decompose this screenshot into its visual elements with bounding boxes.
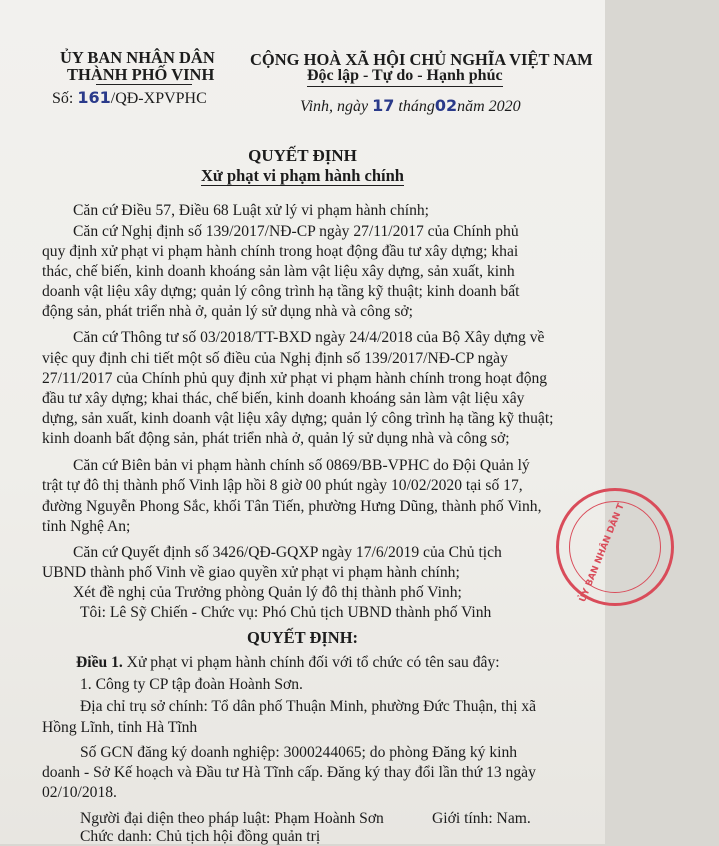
preamble-line: Căn cứ Nghị định số 139/2017/NĐ-CP ngày 27/11/2017 của Chính phủ xyxy=(73,223,519,240)
document-title: QUYẾT ĐỊNH xyxy=(248,146,357,165)
preamble-line: kinh doanh bất động sản, phát triển nhà ở, quản lý sử dụng nhà và công sở; xyxy=(42,430,510,447)
preamble-line: 27/11/2017 của Chính phủ quy định xử phạt vi phạm hành chính trong hoạt động xyxy=(42,370,548,387)
registration-info: doanh - Sở Kế hoạch và Đầu tư Hà Tĩnh cấp. Đăng ký thay đổi lần thứ 13 ngày xyxy=(42,764,536,781)
preamble-line: Tôi: Lê Sỹ Chiến - Chức vụ: Phó Chủ tịch UBND thành phố Vinh xyxy=(80,604,492,621)
article-1-text: Xử phạt vi phạm hành chính đối với tổ chức có tên sau đây: xyxy=(122,654,500,671)
preamble-line: đường Nguyễn Phong Sắc, khối Tân Tiến, phường Hưng Dũng, thành phố Vinh, xyxy=(42,498,542,515)
nation-title: CỘNG HOÀ XÃ HỘI CHỦ NGHĨA VIỆT NAM xyxy=(250,50,593,69)
nation-motto: Độc lập - Tự do - Hạnh phúc xyxy=(307,67,503,84)
date-year: năm 2020 xyxy=(457,98,521,115)
preamble-line: việc quy định chi tiết một số điều của Nghị định số 139/2017/NĐ-CP ngày xyxy=(42,350,508,367)
org-name-line2: THÀNH PHỐ VINH xyxy=(67,65,215,84)
preamble-line: thác, chế biến, kinh doanh khoáng sản làm vật liệu xây dựng, sản xuất, kinh xyxy=(42,263,515,280)
organization-address: Địa chỉ trụ sở chính: Tổ dân phố Thuận Minh, phường Đức Thuận, thị xã xyxy=(80,698,537,715)
preamble-line: tỉnh Nghệ An; xyxy=(42,518,131,535)
legal-representative: Người đại diện theo pháp luật: Phạm Hoành Sơn xyxy=(80,810,384,827)
preamble-line: đầu tư xây dựng; khai thác, chế biến, kinh doanh khoáng sản làm vật liệu xây xyxy=(42,390,525,407)
preamble-line: Căn cứ Thông tư số 03/2018/TT-BXD ngày 24/4/2018 của Bộ Xây dựng về xyxy=(73,329,545,346)
motto-underline xyxy=(307,86,503,87)
org-name-line1: ỦY BAN NHÂN DÂN xyxy=(60,48,215,67)
date-day-handwritten: 17 xyxy=(372,96,395,115)
organization-name: 1. Công ty CP tập đoàn Hoành Sơn. xyxy=(80,676,303,693)
preamble-line: Căn cứ Quyết định số 3426/QĐ-GQXP ngày 17/6/2019 của Chủ tịch xyxy=(73,544,502,561)
registration-info: Số GCN đăng ký doanh nghiệp: 3000244065; do phòng Đăng ký kinh xyxy=(80,744,518,761)
organization-address: Hồng Lĩnh, tỉnh Hà Tĩnh xyxy=(42,719,198,736)
preamble-line: UBND thành phố Vinh về giao quyền xử phạt vi phạm hành chính; xyxy=(42,564,460,581)
number-prefix: Số: xyxy=(52,90,74,107)
position-title: Chức danh: Chủ tịch hội đồng quản trị xyxy=(80,828,321,845)
date-month-handwritten: 02 xyxy=(434,96,458,115)
document-number xyxy=(52,88,207,108)
number-handwritten: 161 xyxy=(77,88,111,107)
article-1-label: Điều 1. xyxy=(76,654,123,671)
preamble-line: quy định xử phạt vi phạm hành chính trong hoạt động đầu tư xây dựng; khai xyxy=(42,243,519,260)
decision-heading: QUYẾT ĐỊNH: xyxy=(246,628,359,647)
preamble-line: động sản, phát triển nhà ở, quản lý sử dụng nhà và công sở; xyxy=(42,303,413,320)
document-date xyxy=(300,96,521,116)
gender: Giới tính: Nam. xyxy=(432,810,531,827)
preamble-line: Căn cứ Điều 57, Điều 68 Luật xử lý vi phạm hành chính; xyxy=(73,202,429,219)
preamble-line: dựng, sản xuất, kinh doanh vật liệu xây dựng; quản lý công trình hạ tầng kỹ thuật; xyxy=(42,410,554,427)
registration-info: 02/10/2018. xyxy=(42,784,117,801)
document-subtitle xyxy=(0,166,605,186)
org-underline xyxy=(96,84,192,85)
preamble-line: doanh vật liệu xây dựng; quản lý công trình hạ tầng kỹ thuật; kinh doanh bất xyxy=(42,283,520,300)
date-month-label: tháng xyxy=(398,98,435,115)
number-suffix: /QĐ-XPVPHC xyxy=(110,90,207,107)
subtitle-text: Xử phạt vi phạm hành chính xyxy=(201,166,404,185)
preamble-line: trật tự đô thị thành phố Vinh lập hồi 8 giờ 00 phút ngày 10/02/2020 tại số 17, xyxy=(42,477,523,494)
stamp-text: ỦY BAN NHÂN DÂN T xyxy=(578,502,627,604)
preamble-line: Căn cứ Biên bản vi phạm hành chính số 0869/BB-VPHC do Đội Quản lý xyxy=(73,457,530,474)
date-prefix: Vinh, ngày xyxy=(300,98,369,115)
preamble-line: Xét đề nghị của Trưởng phòng Quản lý đô thị thành phố Vinh; xyxy=(73,584,462,601)
article-1 xyxy=(76,654,681,672)
